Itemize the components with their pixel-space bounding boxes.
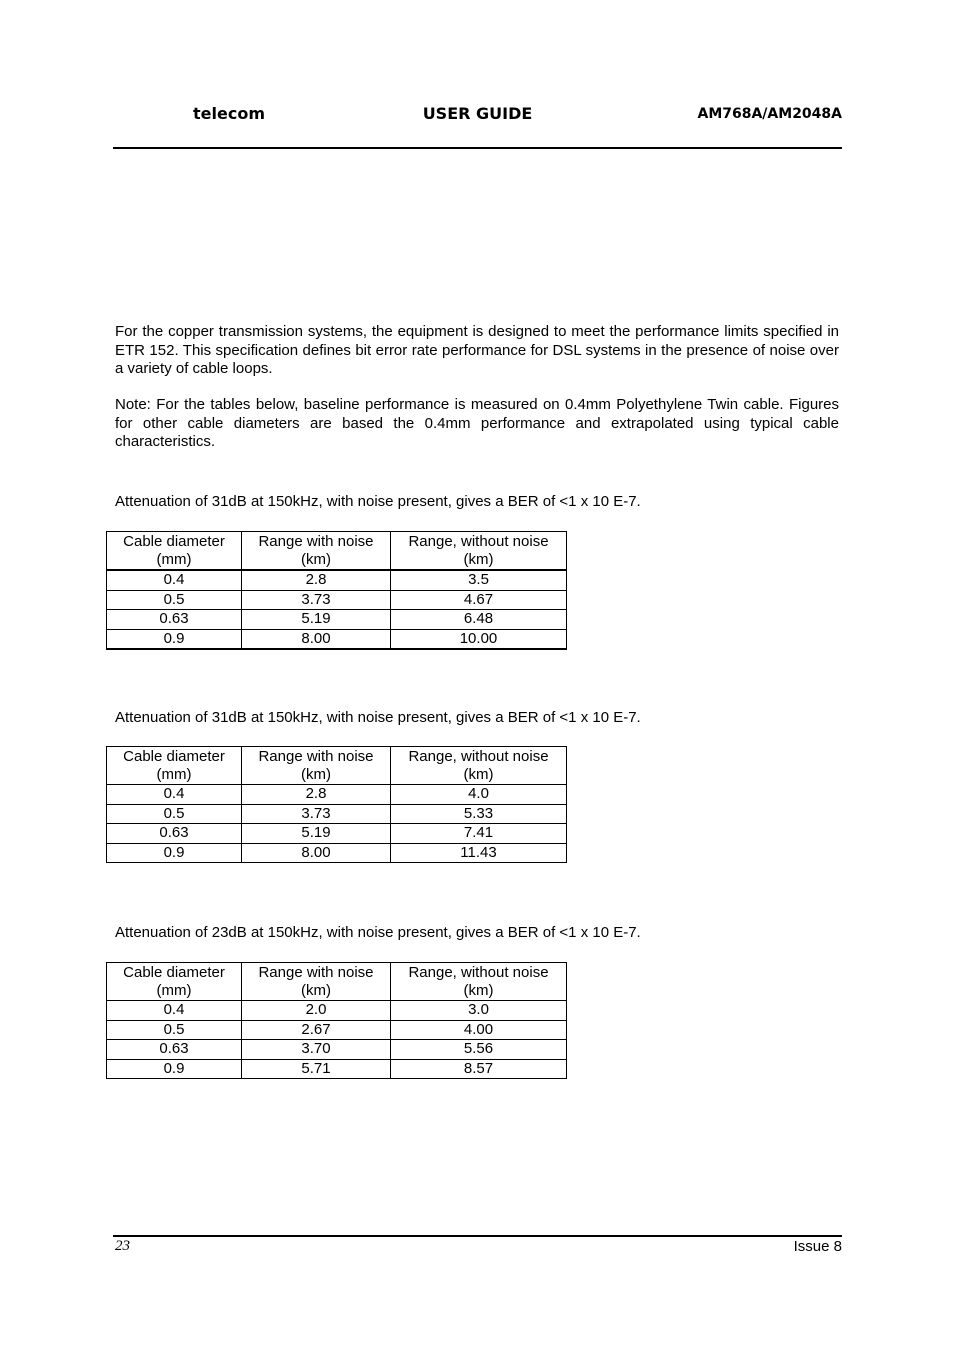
table-caption: Attenuation of 31dB at 150kHz, with noise present, gives a BER of <1 x 10 E-7. (115, 493, 641, 510)
table-cell: 0.9 (107, 843, 242, 863)
table-row (107, 1059, 567, 1079)
table-cell: 2.8 (242, 785, 391, 805)
table-cell: 2.67 (242, 1020, 391, 1040)
column-header: Range, without noise (km) (391, 532, 567, 571)
intro-paragraph: For the copper transmission systems, the equipment is designed to meet the performance limits specified in ETR 152. This specification defines bit error rate performance for DSL systems in the presence of noise over a variety of cable loops. (115, 323, 839, 377)
footer-rule (113, 1235, 842, 1237)
note-paragraph: Note: For the tables below, baseline performance is measured on 0.4mm Polyethylene Twin cable. Figures for other cable diameters are based the 0.4mm performance and extrapolated using typical cable characteristics. (115, 396, 839, 450)
page-header (113, 104, 842, 126)
table-cell: 5.71 (242, 1059, 391, 1079)
table-row (107, 1020, 567, 1040)
performance-table (106, 746, 567, 863)
column-header: Cable diameter (mm) (107, 747, 242, 785)
column-header: Range with noise (km) (242, 747, 391, 785)
column-header: Range, without noise (km) (391, 963, 567, 1001)
header-brand: telecom (193, 104, 265, 123)
table-row (107, 785, 567, 805)
table-row (107, 1001, 567, 1021)
header-model: AM768A/AM2048A (697, 106, 842, 122)
table-cell: 2.8 (242, 570, 391, 590)
table-cell: 4.0 (391, 785, 567, 805)
column-header: Cable diameter (mm) (107, 963, 242, 1001)
table-cell: 3.5 (391, 570, 567, 590)
issue-label: Issue 8 (793, 1238, 842, 1255)
column-header: Cable diameter (mm) (107, 532, 242, 571)
table-cell: 0.5 (107, 1020, 242, 1040)
table-cell: 8.00 (242, 629, 391, 649)
performance-table (106, 531, 567, 650)
table-cell: 0.4 (107, 785, 242, 805)
table-cell: 5.19 (242, 824, 391, 844)
table-row (107, 590, 567, 610)
table-caption: Attenuation of 31dB at 150kHz, with noise present, gives a BER of <1 x 10 E-7. (115, 709, 641, 726)
table-row (107, 610, 567, 630)
table-cell: 0.5 (107, 590, 242, 610)
table-cell: 3.70 (242, 1040, 391, 1060)
table-cell: 10.00 (391, 629, 567, 649)
header-rule (113, 147, 842, 149)
table-cell: 6.48 (391, 610, 567, 630)
table-cell: 3.73 (242, 590, 391, 610)
page-number: 23 (115, 1238, 130, 1254)
table-cell: 7.41 (391, 824, 567, 844)
table-header-row (107, 963, 567, 1001)
table-row (107, 824, 567, 844)
table-cell: 3.73 (242, 804, 391, 824)
table-cell: 0.4 (107, 1001, 242, 1021)
table-cell: 5.19 (242, 610, 391, 630)
table-cell: 4.00 (391, 1020, 567, 1040)
table-cell: 11.43 (391, 843, 567, 863)
column-header: Range with noise (km) (242, 532, 391, 571)
table-cell: 0.9 (107, 1059, 242, 1079)
table-row (107, 1040, 567, 1060)
column-header: Range with noise (km) (242, 963, 391, 1001)
header-title: USER GUIDE (422, 104, 533, 123)
table-cell: 2.0 (242, 1001, 391, 1021)
table-row (107, 804, 567, 824)
table-header-row (107, 747, 567, 785)
table-cell: 4.67 (391, 590, 567, 610)
performance-table (106, 962, 567, 1079)
column-header: Range, without noise (km) (391, 747, 567, 785)
table-cell: 0.63 (107, 1040, 242, 1060)
table-row (107, 843, 567, 863)
table-cell: 3.0 (391, 1001, 567, 1021)
table-header-row (107, 532, 567, 571)
table-cell: 5.56 (391, 1040, 567, 1060)
table-cell: 0.5 (107, 804, 242, 824)
table-cell: 0.63 (107, 610, 242, 630)
table-row (107, 629, 567, 649)
table-row (107, 570, 567, 590)
table-cell: 0.9 (107, 629, 242, 649)
table-cell: 0.63 (107, 824, 242, 844)
table-cell: 8.57 (391, 1059, 567, 1079)
table-caption: Attenuation of 23dB at 150kHz, with noise present, gives a BER of <1 x 10 E-7. (115, 924, 641, 941)
table-cell: 0.4 (107, 570, 242, 590)
table-cell: 8.00 (242, 843, 391, 863)
table-cell: 5.33 (391, 804, 567, 824)
